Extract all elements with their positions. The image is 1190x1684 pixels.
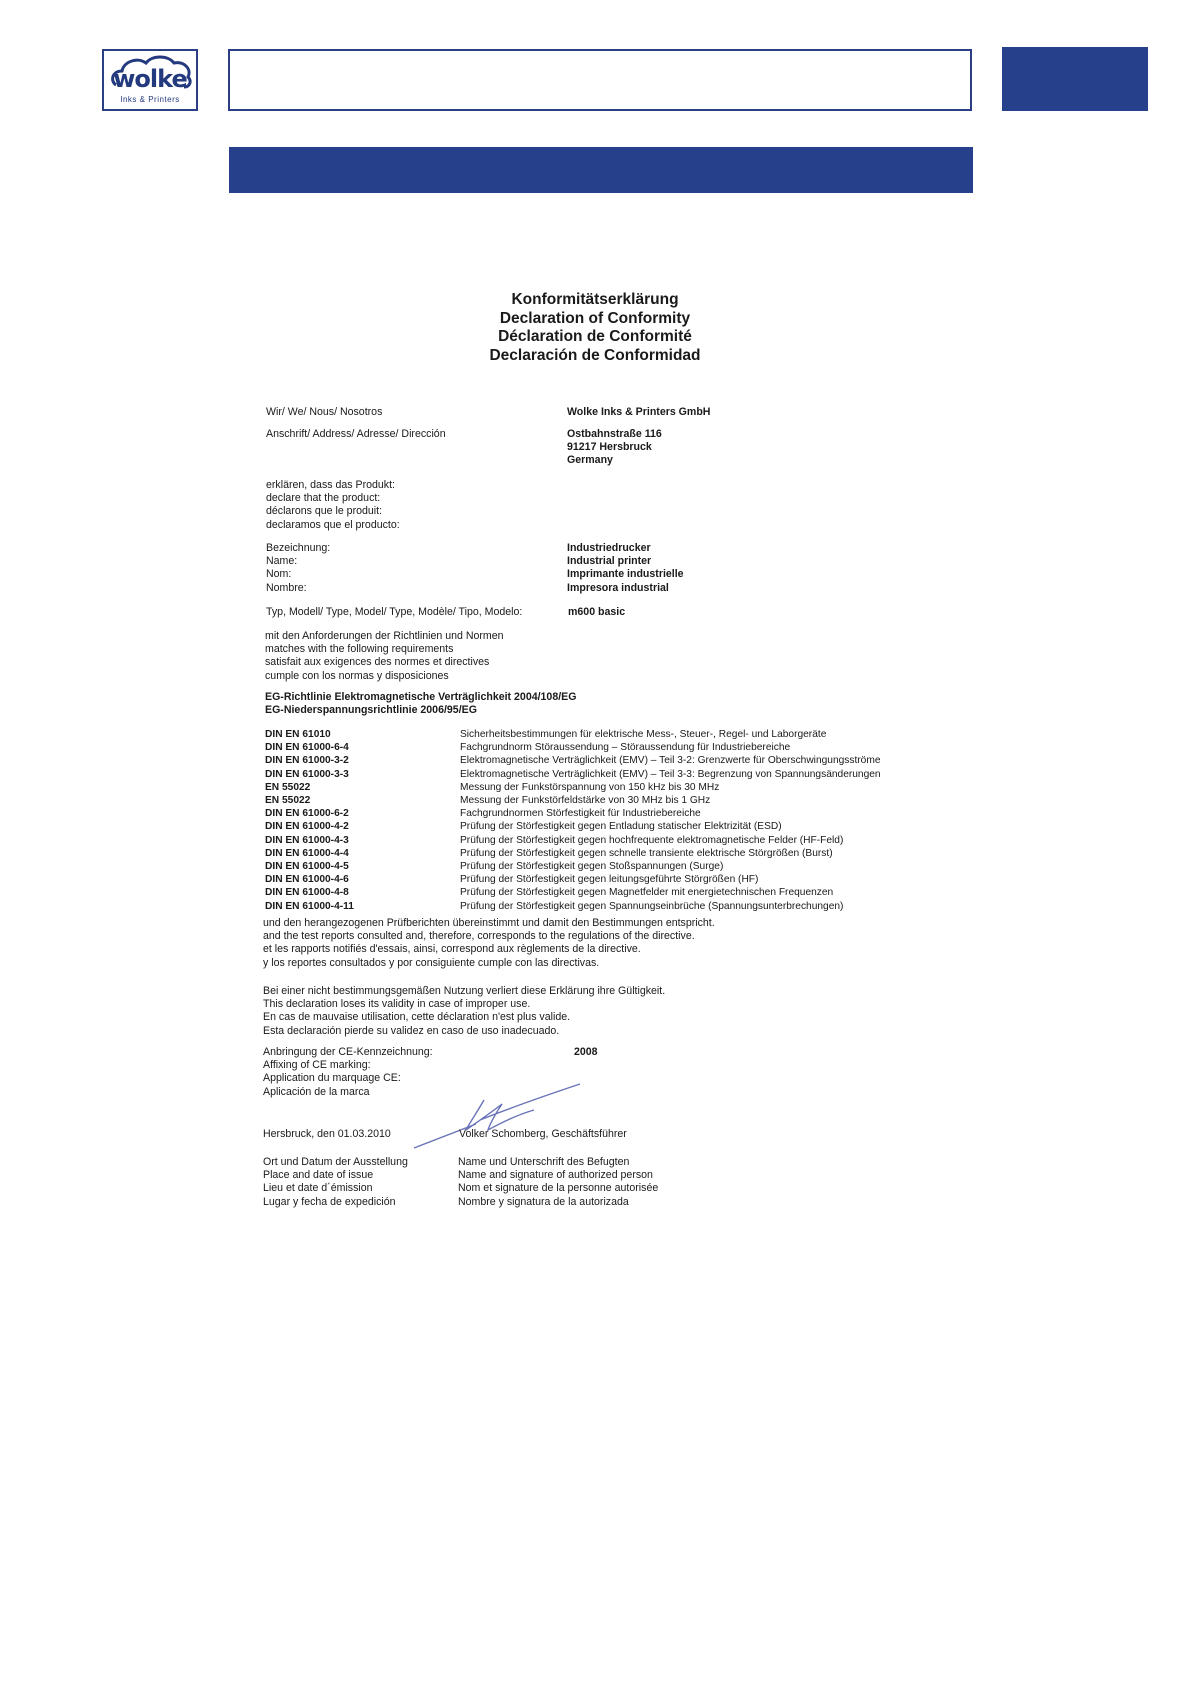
ce-label: Affixing of CE marking: [263, 1059, 371, 1072]
standard-row [265, 768, 925, 781]
standard-code: DIN EN 61000-6-4 [265, 742, 349, 754]
standard-row [265, 860, 925, 873]
place-label: Lieu et date d´émission [263, 1182, 373, 1195]
address-line: 91217 Hersbruck [567, 441, 652, 454]
standard-desc: Fachgrundnorm Störaussendung – Störaussendung für Industriebereiche [460, 742, 791, 754]
we-label: Wir/ We/ Nous/ Nosotros [266, 406, 383, 418]
standard-row [265, 834, 925, 847]
standard-code: DIN EN 61000-4-3 [265, 834, 349, 846]
title-de: Konformitätserklärung [511, 291, 679, 308]
standard-desc: Prüfung der Störfestigkeit gegen Entladung statischer Elektrizität (ESD) [460, 821, 782, 833]
requirements-line: mit den Anforderungen der Richtlinien und Normen [265, 630, 504, 642]
standard-code: DIN EN 61000-4-6 [265, 874, 349, 886]
type-value: m600 basic [568, 606, 626, 618]
standard-desc: Prüfung der Störfestigkeit gegen leitungsgeführte Störgrößen (HF) [460, 874, 759, 886]
address-label: Anschrift/ Address/ Adresse/ Dirección [266, 428, 446, 440]
company-logo [102, 49, 198, 111]
header-title-box [228, 49, 972, 111]
ce-marking-labels [263, 1046, 433, 1099]
name-label: Nom: [266, 568, 292, 581]
validity-line: Bei einer nicht bestimmungsgemäßen Nutzung verliert diese Erklärung ihre Gültigkeit. [263, 985, 666, 997]
standard-code: EN 55022 [265, 795, 311, 807]
place-date: Hersbruck, den 01.03.2010 [263, 1128, 391, 1140]
place-labels [263, 1156, 408, 1209]
standard-row [265, 781, 925, 794]
standard-code: DIN EN 61000-3-2 [265, 755, 349, 767]
standard-row [265, 754, 925, 767]
requirements-line: cumple con los normas y disposiciones [265, 669, 449, 682]
standard-code: DIN EN 61000-4-5 [265, 861, 349, 873]
address-line: Ostbahnstraße 116 [567, 428, 662, 440]
name-label: Nombre: [266, 581, 307, 594]
requirements-line: satisfait aux exigences des normes et directives [265, 656, 490, 669]
directives-block [265, 691, 576, 717]
standard-row [265, 886, 925, 899]
standard-row [265, 728, 925, 741]
ce-year: 2008 [574, 1046, 598, 1058]
product-name-values [567, 542, 684, 595]
conformity-line: y los reportes consultados y por consiguiente cumple con las directivas. [263, 956, 600, 969]
validity-block [263, 985, 665, 1038]
conformity-line: und den herangezogenen Prüfberichten übereinstimmt und damit den Bestimmungen entspricht. [263, 917, 715, 929]
standard-row [265, 807, 925, 820]
signature-image [410, 1080, 590, 1160]
declare-line: erklären, dass das Produkt: [266, 479, 395, 491]
ce-label: Aplicación de la marca [263, 1085, 370, 1098]
title-es: Declaración de Conformidad [489, 346, 701, 364]
ce-label: Anbringung der CE-Kennzeichnung: [263, 1046, 433, 1058]
standard-code: DIN EN 61010 [265, 729, 331, 740]
standard-desc: Messung der Funkstörfeldstärke von 30 MHz bis 1 GHz [460, 795, 711, 807]
standard-desc: Fachgrundnormen Störfestigkeit für Industriebereiche [460, 808, 701, 820]
ce-label: Application du marquage CE: [263, 1072, 401, 1085]
validity-line: This declaration loses its validity in case of improper use. [263, 998, 531, 1011]
standard-row [265, 847, 925, 860]
signer-label: Name und Unterschrift des Befugten [458, 1156, 630, 1168]
place-label: Lugar y fecha de expedición [263, 1195, 396, 1208]
standard-code: DIN EN 61000-4-2 [265, 821, 349, 833]
standard-desc: Sicherheitsbestimmungen für elektrische Mess-, Steuer-, Regel- und Laborgeräte [460, 729, 827, 740]
logo-wordmark: wolke [113, 65, 187, 93]
company-address [567, 428, 662, 468]
standard-desc: Elektromagnetische Verträglichkeit (EMV) – Teil 3-3: Begrenzung von Spannungsänderungen [460, 768, 881, 780]
standard-desc: Prüfung der Störfestigkeit gegen Magnetfelder mit energietechnischen Frequenzen [460, 887, 834, 899]
logo-tagline: Inks & Printers [120, 95, 180, 104]
section-banner [229, 147, 973, 193]
standard-desc: Prüfung der Störfestigkeit gegen schnelle transiente elektrische Störgrößen (Burst) [460, 847, 833, 859]
validity-line: Esta declaración pierde su validez en caso de uso inadecuado. [263, 1024, 560, 1037]
requirements-block [265, 630, 504, 683]
standard-code: EN 55022 [265, 781, 311, 793]
address-line: Germany [567, 454, 613, 467]
name-label: Name: [266, 555, 298, 568]
standard-row [265, 794, 925, 807]
declaration-title [475, 291, 715, 365]
standard-code: DIN EN 61000-3-3 [265, 768, 349, 780]
standards-table [265, 728, 925, 913]
name-value: Industriedrucker [567, 542, 651, 554]
title-fr: Déclaration de Conformité [498, 328, 692, 345]
standard-row [265, 820, 925, 833]
signer-label: Nombre y signatura de la autorizada [458, 1195, 629, 1208]
conformity-block [263, 917, 715, 970]
place-label: Place and date of issue [263, 1169, 374, 1182]
product-name-labels [266, 542, 330, 595]
conformity-line: and the test reports consulted and, therefore, corresponds to the regulations of the directive. [263, 930, 695, 943]
type-label: Typ, Modell/ Type, Model/ Type, Modèle/ Tipo, Modelo: [266, 606, 523, 618]
standard-row [265, 873, 925, 886]
standard-code: DIN EN 61000-4-4 [265, 847, 349, 859]
name-value: Impresora industrial [567, 581, 669, 594]
name-value: Imprimante industrielle [567, 568, 684, 581]
declare-line: declare that the product: [266, 492, 381, 505]
signer-label: Name and signature of authorized person [458, 1169, 653, 1182]
standard-row [265, 741, 925, 754]
signer-labels [458, 1156, 658, 1209]
signer-name: Volker Schomberg, Geschäftsführer [459, 1128, 627, 1140]
declare-line: déclarons que le produit: [266, 505, 383, 518]
standard-desc: Prüfung der Störfestigkeit gegen Spannungseinbrüche (Spannungsunterbrechungen) [460, 900, 844, 912]
standard-row [265, 900, 925, 913]
standard-desc: Prüfung der Störfestigkeit gegen hochfrequente elektromagnetische Felder (HF-Feld) [460, 834, 844, 846]
conformity-line: et les rapports notifiés d'essais, ainsi, correspond aux règlements de la directive. [263, 943, 641, 956]
standard-desc: Messung der Funkstörspannung von 150 kHz bis 30 MHz [460, 781, 720, 793]
signer-label: Nom et signature de la personne autorisée [458, 1182, 659, 1195]
standard-desc: Prüfung der Störfestigkeit gegen Stoßspannungen (Surge) [460, 861, 724, 873]
standard-code: DIN EN 61000-4-8 [265, 887, 349, 899]
standard-desc: Elektromagnetische Verträglichkeit (EMV) – Teil 3-2: Grenzwerte für Oberschwingungsströme [460, 755, 881, 767]
title-en: Declaration of Conformity [499, 309, 691, 327]
directive: EG-Richtlinie Elektromagnetische Verträglichkeit 2004/108/EG [265, 691, 577, 703]
company-name: Wolke Inks & Printers GmbH [567, 406, 711, 418]
name-value: Industrial printer [567, 555, 652, 568]
validity-line: En cas de mauvaise utilisation, cette déclaration n'est plus valide. [263, 1011, 571, 1024]
name-label: Bezeichnung: [266, 542, 331, 554]
place-label: Ort und Datum der Ausstellung [263, 1156, 408, 1168]
declare-block [266, 479, 400, 532]
requirements-line: matches with the following requirements [265, 643, 454, 656]
standard-code: DIN EN 61000-6-2 [265, 808, 349, 820]
standard-code: DIN EN 61000-4-11 [265, 900, 354, 912]
declare-line: declaramos que el producto: [266, 518, 400, 531]
directive: EG-Niederspannungsrichtlinie 2006/95/EG [265, 704, 477, 716]
header-tab [1002, 47, 1148, 111]
